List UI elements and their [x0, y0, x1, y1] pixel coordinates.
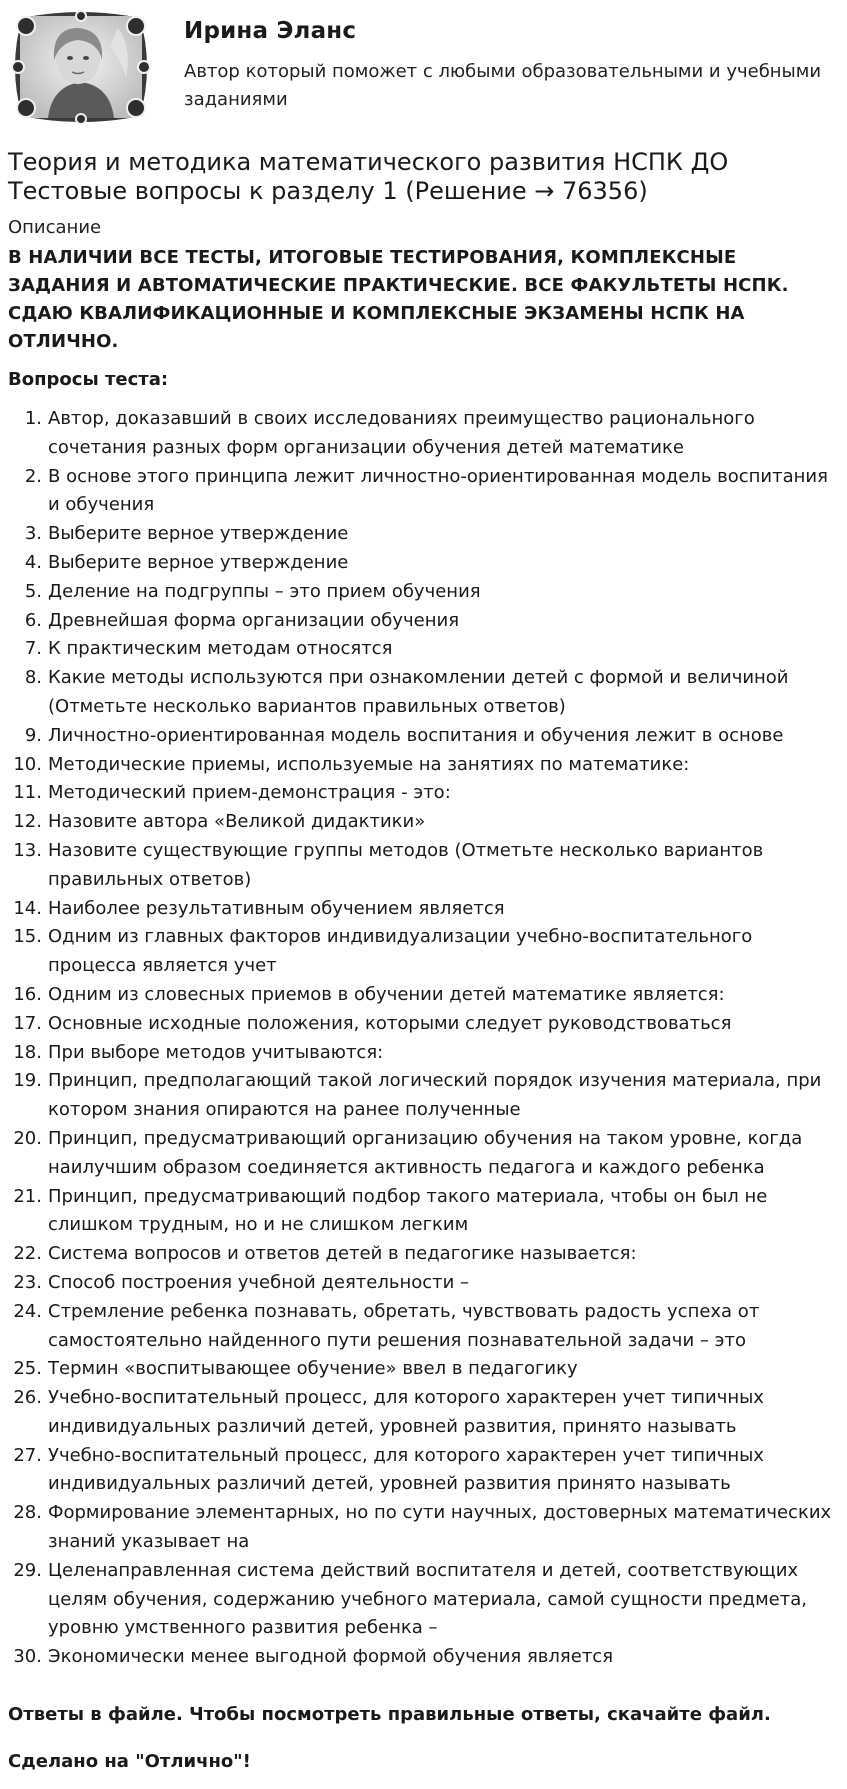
question-number: 18. [13, 1041, 42, 1063]
page-title [8, 148, 838, 206]
question-text: К практическим методам относятся [48, 638, 393, 660]
question-text: Деление на подгруппы – это прием обучения [48, 580, 481, 602]
question-number: 7. [24, 638, 42, 660]
question-text: Какие методы используются при ознакомлении детей с формой и величиной (Отметьте несколько вариантов правильных ответов) [48, 667, 789, 717]
question-item [13, 779, 843, 808]
question-item [13, 1298, 843, 1356]
question-number: 15. [13, 926, 42, 948]
question-item [24, 405, 843, 463]
question-item [13, 1240, 843, 1269]
question-number: 29. [13, 1559, 42, 1581]
question-number: 8. [24, 667, 42, 689]
question-item [13, 1384, 843, 1442]
question-number: 9. [24, 724, 42, 746]
question-text: Методические приемы, используемые на занятиях по математике: [48, 753, 690, 775]
question-text: Учебно-воспитательный процесс, для которого характерен учет типичных индивидуальных различий детей, уровней развития принято называть [48, 1444, 764, 1495]
questions-heading: Вопросы теста: [8, 369, 169, 390]
question-number: 24. [13, 1300, 42, 1322]
questions-list [13, 405, 843, 1672]
question-number: 6. [24, 609, 42, 631]
question-item [13, 1499, 843, 1557]
page-title-line-2: Тестовые вопросы к разделу 1 (Решение → 76356) [8, 177, 648, 205]
question-item [13, 1039, 843, 1068]
promo-text: В НАЛИЧИИ ВСЕ ТЕСТЫ, ИТОГОВЫЕ ТЕСТИРОВАНИЯ, КОМПЛЕКСНЫЕ ЗАДАНИЯ И АВТОМАТИЧЕСКИЕ ПРАКТИЧЕСКИЕ. ВСЕ ФАКУЛЬТЕТЫ НСПК. СДАЮ КВАЛИФИКАЦИОННЫЕ И КОМПЛЕКСНЫЕ ЭКЗАМЕНЫ НСПК НА ОТЛИЧНО. [8, 247, 789, 352]
question-item [13, 1269, 843, 1298]
question-number: 14. [13, 897, 42, 919]
question-number: 13. [13, 839, 42, 861]
question-number: 4. [24, 551, 42, 573]
question-text: Древнейшая форма организации обучения [48, 609, 460, 631]
done-note: Сделано на "Отлично"! [8, 1751, 251, 1772]
question-item [24, 578, 843, 607]
question-text: Принцип, предусматривающий организацию обучения на таком уровне, когда наилучшим образом соединяется активность педагога и каждого ребенка [48, 1127, 803, 1178]
question-number: 10. [13, 753, 42, 775]
question-item [13, 1355, 843, 1384]
question-item [13, 923, 843, 981]
question-number: 30. [13, 1646, 42, 1668]
question-item [13, 751, 843, 780]
question-text: Одним из словесных приемов в обучении детей математике является: [48, 983, 725, 1005]
question-item [13, 1067, 843, 1125]
question-text: Выберите верное утверждение [48, 523, 349, 545]
question-text: Принцип, предполагающий такой логический порядок изучения материала, при котором знания опираются на ранее полученные [48, 1070, 822, 1121]
question-text: Экономически менее выгодной формой обучения является [48, 1646, 614, 1668]
question-number: 12. [13, 811, 42, 833]
question-text: Наиболее результативным обучением является [48, 897, 505, 919]
question-number: 11. [13, 782, 42, 804]
question-number: 3. [24, 523, 42, 545]
question-number: 16. [13, 983, 42, 1005]
question-text: Учебно-воспитательный процесс, для которого характерен учет типичных индивидуальных различий детей, уровней развития, принято называть [48, 1387, 764, 1437]
question-item [24, 607, 843, 636]
question-text: Целенаправленная система действий воспитателя и детей, соответствующих целям обучения, содержанию учебного материала, самой сущности предмета, уровню умственного развития ребенка – [48, 1559, 807, 1639]
question-item [13, 837, 843, 895]
author-description: Автор который поможет с любыми образовательными и учебными заданиями [184, 61, 822, 110]
question-number: 17. [13, 1012, 42, 1034]
question-item [24, 520, 843, 549]
question-number: 19. [13, 1070, 42, 1092]
question-item [13, 1183, 843, 1241]
question-number: 27. [13, 1444, 42, 1466]
question-item [13, 1557, 843, 1643]
question-text: Автор, доказавший в своих исследованиях преимущество рационального сочетания разных форм организации обучения детей математике [48, 408, 755, 458]
question-item [24, 664, 843, 722]
question-text: Выберите верное утверждение [48, 551, 349, 573]
question-text: Формирование элементарных, но по сути научных, достоверных математических знаний указывает на [48, 1502, 832, 1553]
question-text: Назовите автора «Великой дидактики» [48, 811, 426, 833]
question-number: 26. [13, 1387, 42, 1409]
question-number: 20. [13, 1127, 42, 1149]
question-item [13, 1010, 843, 1039]
answers-note: Ответы в файле. Чтобы посмотреть правильные ответы, скачайте файл. [8, 1704, 771, 1725]
question-text: Назовите существующие группы методов (Отметьте несколько вариантов правильных ответов) [48, 839, 764, 890]
question-text: Одним из главных факторов индивидуализации учебно-воспитательного процесса является учет [48, 926, 753, 977]
question-text: Способ построения учебной деятельности – [48, 1271, 470, 1293]
question-text: Система вопросов и ответов детей в педагогике называется: [48, 1243, 637, 1265]
question-text: Принцип, предусматривающий подбор такого материала, чтобы он был не слишком трудным, но и не слишком легким [48, 1185, 768, 1236]
question-text: Основные исходные положения, которыми следует руководствоваться [48, 1012, 732, 1034]
question-number: 22. [13, 1243, 42, 1265]
question-item [13, 1125, 843, 1183]
question-text: В основе этого принципа лежит личностно-ориентированная модель воспитания и обучения [48, 465, 828, 516]
question-text: Стремление ребенка познавать, обретать, чувствовать радость успеха от самостоятельно найденного пути решения познавательной задачи – это [48, 1300, 760, 1351]
question-number: 25. [13, 1358, 42, 1380]
question-item [13, 1442, 843, 1500]
question-number: 5. [24, 580, 42, 602]
question-item [13, 808, 843, 837]
question-number: 28. [13, 1502, 42, 1524]
question-item [24, 722, 843, 751]
question-text: Личностно-ориентированная модель воспитания и обучения лежит в основе [48, 724, 784, 746]
question-item [13, 895, 843, 924]
page-title-line-1: Теория и методика математического развития НСПК ДО [8, 148, 729, 176]
question-item [13, 1643, 843, 1672]
question-number: 23. [13, 1271, 42, 1293]
author-name[interactable]: Ирина Эланс [184, 18, 357, 44]
question-text: Методический прием-демонстрация - это: [48, 782, 451, 804]
question-item [24, 549, 843, 578]
question-text: Термин «воспитывающее обучение» ввел в педагогику [48, 1358, 578, 1380]
question-number: 2. [24, 465, 42, 487]
author-avatar[interactable] [8, 8, 154, 126]
author-block [8, 8, 838, 128]
question-number: 21. [13, 1185, 42, 1207]
question-item [13, 981, 843, 1010]
question-number: 1. [24, 408, 42, 429]
description-label: Описание [8, 217, 102, 238]
question-item [24, 635, 843, 664]
question-text: При выборе методов учитываются: [48, 1041, 384, 1063]
question-item [24, 463, 843, 521]
